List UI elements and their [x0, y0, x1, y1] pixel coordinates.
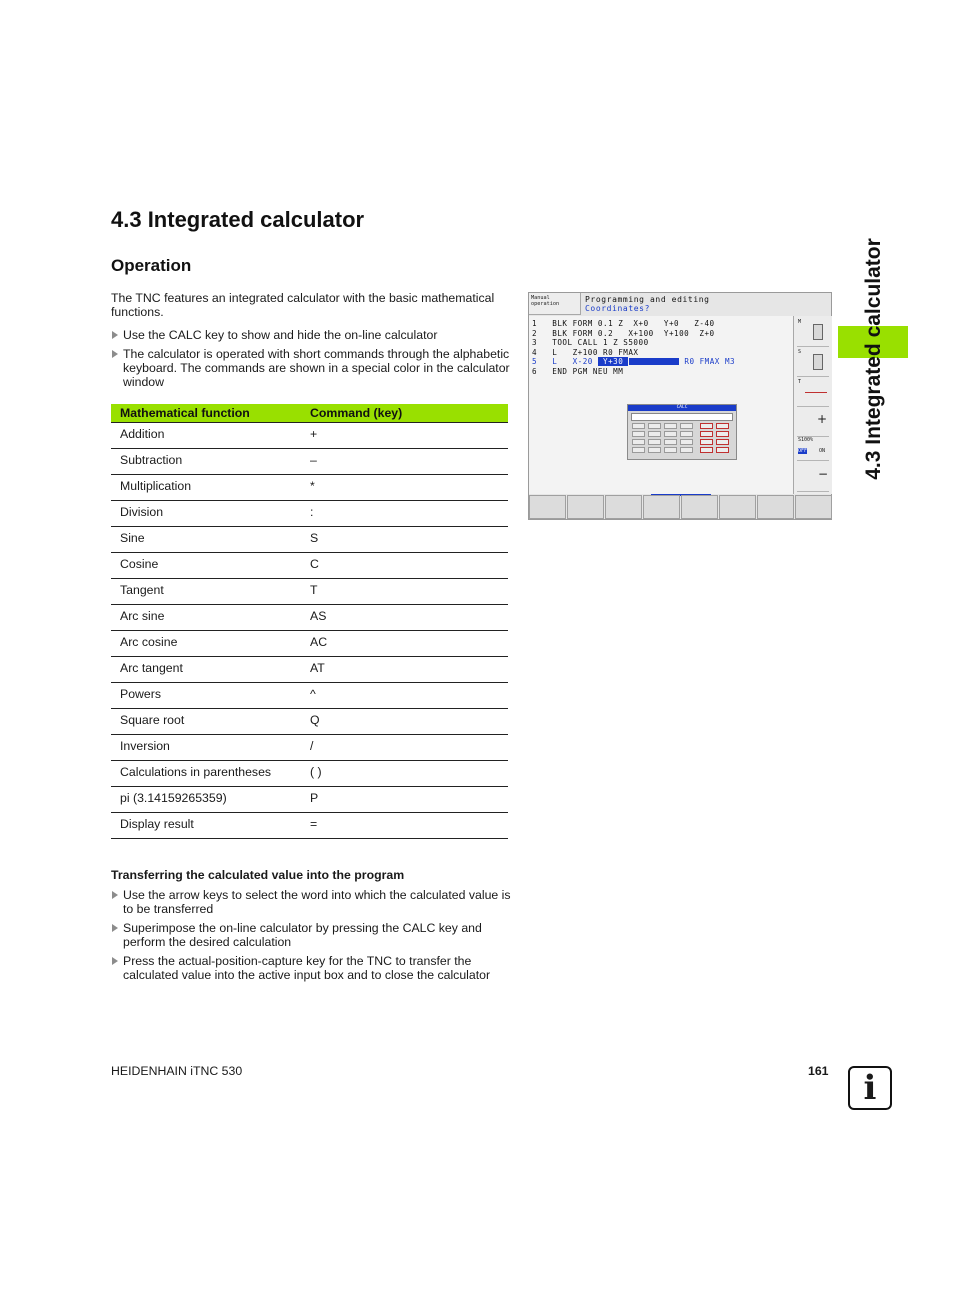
s-function-key[interactable] — [797, 348, 829, 377]
feed-arrow-icon — [805, 392, 827, 393]
bullet-item — [111, 347, 511, 389]
footer-product: HEIDENHAIN iTNC 530 — [111, 1064, 243, 1078]
bullet-text: Press the actual-position-capture key for the TNC to transfer the calculated value into the active input box and to close the calculator — [123, 954, 491, 982]
command-cell: : — [301, 501, 508, 527]
command-cell: * — [301, 475, 508, 501]
m-function-key[interactable] — [797, 318, 829, 347]
program-line: 6 END PGM NEU MM — [532, 366, 624, 376]
plus-icon: + — [817, 412, 828, 426]
function-cell: Arc tangent — [111, 657, 301, 683]
table-header-command: Command (key) — [301, 404, 508, 423]
function-cell: Sine — [111, 527, 301, 553]
bullet-item — [111, 888, 511, 916]
highlight-block — [629, 358, 679, 365]
table-row — [111, 553, 508, 579]
softkey[interactable] — [719, 495, 756, 519]
table-row — [111, 449, 508, 475]
calculator-title: CALC — [628, 405, 736, 411]
function-cell: Inversion — [111, 735, 301, 761]
function-cell: pi (3.14159265359) — [111, 787, 301, 813]
table-row — [111, 787, 508, 813]
override-minus-key[interactable] — [797, 463, 829, 492]
function-cell: Arc cosine — [111, 631, 301, 657]
screen-header: Programming and editing — [585, 295, 710, 304]
calc-key[interactable] — [632, 447, 645, 453]
mode-line: Manual — [531, 295, 550, 301]
active-word-highlight: Y+30 — [597, 357, 629, 366]
bullet-item — [111, 328, 511, 342]
minus-icon: − — [818, 467, 829, 481]
on-label: ON — [819, 448, 826, 454]
softkey[interactable] — [529, 495, 566, 519]
program-window — [529, 316, 793, 494]
calc-key[interactable] — [716, 447, 729, 453]
command-cell: / — [301, 735, 508, 761]
softkey[interactable] — [605, 495, 642, 519]
command-cell: ( ) — [301, 761, 508, 787]
function-cell: Arc sine — [111, 605, 301, 631]
calc-key[interactable] — [648, 447, 661, 453]
command-cell: ^ — [301, 683, 508, 709]
right-softkey-panel — [793, 316, 832, 494]
table-row — [111, 579, 508, 605]
function-cell: Calculations in parentheses — [111, 761, 301, 787]
table-row — [111, 501, 508, 527]
calc-key[interactable] — [700, 431, 713, 437]
command-cell: C — [301, 553, 508, 579]
command-cell: T — [301, 579, 508, 605]
table-row — [111, 813, 508, 839]
active-line-prefix: 5 L X-20 — [532, 357, 598, 366]
table-row — [111, 475, 508, 501]
table-row — [111, 527, 508, 553]
command-cell: AC — [301, 631, 508, 657]
function-cell: Square root — [111, 709, 301, 735]
calculator-window[interactable] — [627, 404, 737, 460]
function-cell: Tangent — [111, 579, 301, 605]
program-line: 4 L Z+100 R0 FMAX — [532, 347, 639, 357]
s-label: S — [798, 349, 802, 355]
info-glyph: i — [863, 1068, 877, 1108]
softkey[interactable] — [795, 495, 832, 519]
off-label: OFF — [798, 448, 808, 454]
mode-line: operation — [531, 301, 560, 307]
bullet-text: Use the CALC key to show and hide the on-line calculator — [123, 328, 438, 342]
table-row — [111, 683, 508, 709]
command-cell: AT — [301, 657, 508, 683]
calc-key[interactable] — [680, 447, 693, 453]
table-row — [111, 657, 508, 683]
calc-key[interactable] — [632, 423, 645, 429]
bullet-arrow-icon — [112, 350, 118, 358]
table-header-row — [111, 404, 508, 423]
calc-key[interactable] — [716, 423, 729, 429]
function-cell: Multiplication — [111, 475, 301, 501]
active-line-suffix: R0 FMAX M3 — [684, 357, 736, 366]
speed-label: S100% — [798, 437, 814, 443]
m-label: M — [798, 319, 802, 325]
function-table — [111, 404, 508, 839]
calc-key[interactable] — [632, 431, 645, 437]
bullet-arrow-icon — [112, 924, 118, 932]
bullet-arrow-icon — [112, 891, 118, 899]
calc-key[interactable] — [648, 423, 661, 429]
softkey[interactable] — [681, 495, 718, 519]
function-cell: Powers — [111, 683, 301, 709]
command-cell: + — [301, 423, 508, 449]
program-line: 1 BLK FORM 0.1 Z X+0 Y+0 Z-40 — [532, 319, 715, 328]
tnc-screen-screenshot — [528, 292, 832, 520]
calc-key[interactable] — [700, 439, 713, 445]
bullet-item — [111, 921, 511, 949]
command-cell: = — [301, 813, 508, 839]
calc-key[interactable] — [716, 431, 729, 437]
bullet-text: Superimpose the on-line calculator by pressing the CALC key and perform the desired calculation — [123, 921, 482, 949]
command-cell: P — [301, 787, 508, 813]
command-cell: S — [301, 527, 508, 553]
calc-key[interactable] — [680, 431, 693, 437]
calc-key[interactable] — [700, 423, 713, 429]
tool-icon — [813, 354, 823, 370]
softkey[interactable] — [643, 495, 680, 519]
table-row — [111, 423, 508, 449]
command-cell: Q — [301, 709, 508, 735]
table-row — [111, 761, 508, 787]
calculator-display — [631, 413, 733, 421]
override-plus-key[interactable] — [797, 408, 829, 437]
softkey[interactable] — [567, 495, 604, 519]
softkey[interactable] — [757, 495, 794, 519]
side-tab-label — [862, 214, 886, 504]
program-line: 3 TOOL CALL 1 Z S5000 — [532, 338, 649, 347]
spindle-icon — [813, 324, 823, 340]
t-label: T — [798, 379, 802, 385]
calc-key[interactable] — [648, 431, 661, 437]
t-function-key[interactable] — [797, 378, 829, 407]
program-line-active — [532, 357, 735, 366]
function-cell: Cosine — [111, 553, 301, 579]
command-cell: AS — [301, 605, 508, 631]
bullet-arrow-icon — [112, 331, 118, 339]
table-row — [111, 605, 508, 631]
page-number: 161 — [808, 1064, 829, 1078]
calc-key[interactable] — [716, 439, 729, 445]
calc-key[interactable] — [664, 439, 677, 445]
side-tab-text: 4.3 Integrated calculator — [862, 238, 885, 480]
bullet-text: The calculator is operated with short commands through the alphabetic keyboard. The commands are shown in a special color in the calculator window — [123, 347, 510, 389]
info-icon — [848, 1066, 892, 1110]
function-cell: Division — [111, 501, 301, 527]
table-row — [111, 631, 508, 657]
function-cell: Subtraction — [111, 449, 301, 475]
table-header-function: Mathematical function — [111, 404, 301, 423]
calc-key[interactable] — [700, 447, 713, 453]
program-line: 2 BLK FORM 0.2 X+100 Y+100 Z+0 — [532, 328, 715, 338]
intro-paragraph: The TNC features an integrated calculator with the basic mathematical functions. — [111, 291, 495, 319]
calc-key[interactable] — [664, 423, 677, 429]
calc-key[interactable] — [648, 439, 661, 445]
calc-key[interactable] — [680, 439, 693, 445]
speed-override-key[interactable] — [797, 436, 829, 461]
calc-key[interactable] — [680, 423, 693, 429]
screen-prompt: Coordinates? — [585, 304, 650, 313]
table-row — [111, 709, 508, 735]
calc-key[interactable] — [664, 447, 677, 453]
function-cell: Addition — [111, 423, 301, 449]
bullet-arrow-icon — [112, 957, 118, 965]
section-title: 4.3 Integrated calculator — [111, 207, 365, 232]
transfer-heading: Transferring the calculated value into the program — [111, 868, 405, 882]
calc-key[interactable] — [632, 439, 645, 445]
softkey-row — [529, 495, 831, 519]
function-cell: Display result — [111, 813, 301, 839]
calc-key[interactable] — [664, 431, 677, 437]
mode-indicator — [529, 293, 581, 315]
subsection-title: Operation — [111, 256, 192, 275]
table-row — [111, 735, 508, 761]
bullet-text: Use the arrow keys to select the word into which the calculated value is to be transferred — [123, 888, 511, 916]
bullet-item — [111, 954, 511, 982]
command-cell: – — [301, 449, 508, 475]
